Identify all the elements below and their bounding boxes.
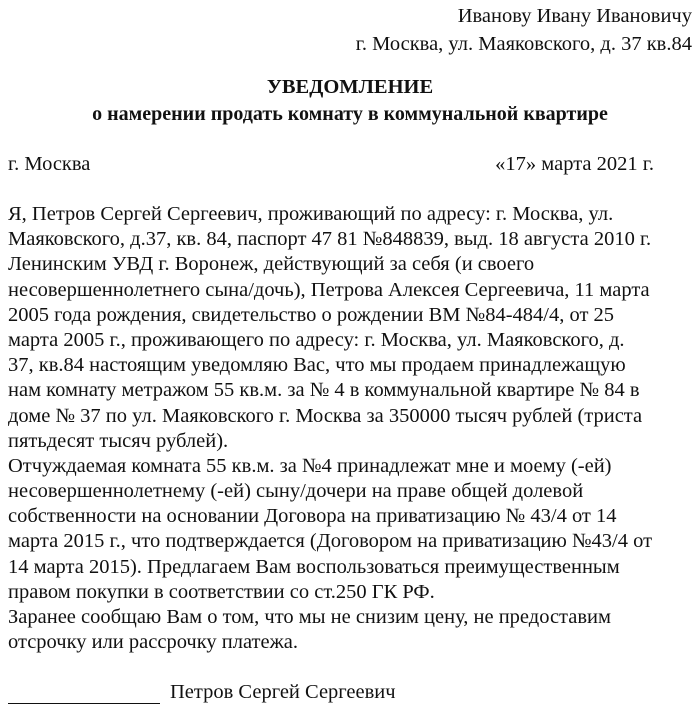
body-line: нам комнату метражом 55 кв.м. за № 4 в коммунальной квартире № 84 в [8, 379, 640, 402]
body-line: 14 марта 2015). Предлагаем Вам воспользоваться преимущественным [8, 555, 620, 578]
body-line: несовершеннолетнего сына/дочь), Петрова Алексея Сергеевича, 11 марта [8, 278, 650, 301]
body-line: несовершеннолетнему (-ей) сыну/дочери на праве общей долевой [8, 480, 584, 503]
document-subtitle: о намерении продать комнату в коммунальной квартире [92, 103, 608, 125]
recipient-address: г. Москва, ул. Маяковского, д. 37 кв.84 [355, 33, 692, 55]
body-line: Маяковского, д.37, кв. 84, паспорт 47 81 №848839, выд. 18 августа 2010 г. [8, 228, 652, 251]
body-line: марта 2015 г., что подтверждается (Договором на приватизацию №43/4 от [8, 530, 653, 553]
body-line: пятьдесят тысяч рублей). [8, 429, 229, 452]
place-date-row [8, 150, 654, 178]
document-title: УВЕДОМЛЕНИЕ [266, 76, 434, 98]
body-line: отсрочку или рассрочку платежа. [8, 631, 298, 654]
body-line: Заранее сообщаю Вам о том, что мы не снизим цену, не предоставим [8, 606, 611, 628]
body-line: 2005 года рождения, свидетельство о рождении ВМ №84-484/4, от 25 [8, 303, 615, 326]
body-line: доме № 37 по ул. Маяковского г. Москва за 350000 тысяч рублей (триста [8, 404, 643, 427]
body-line: собственности на основании Договора на приватизацию № 43/4 от 14 [8, 505, 617, 528]
body-line: правом покупки в соответствии со ст.250 ГК РФ. [8, 580, 435, 603]
body-line: Ленинским УВД г. Воронеж, действующий за себя (и своего [8, 253, 535, 276]
signature-block [8, 680, 396, 704]
body-line: 37, кв.84 настоящим уведомляю Вас, что мы продаем принадлежащую [8, 354, 626, 377]
recipient-name: Иванову Ивану Ивановичу [457, 5, 692, 27]
body-line: Я, Петров Сергей Сергеевич, проживающий по адресу: г. Москва, ул. [8, 203, 614, 225]
place: г. Москва [8, 153, 91, 175]
date: «17» марта 2021 г. [495, 153, 654, 175]
body-line: Отчуждаемая комната 55 кв.м. за №4 принадлежат мне и моему (-ей) [8, 454, 612, 477]
body-text [8, 202, 698, 655]
signature-line [8, 683, 160, 704]
recipient-block [356, 2, 692, 58]
signature-name: Петров Сергей Сергеевич [170, 681, 396, 703]
body-line: марта 2005 г., проживающего по адресу: г. Москва, ул. Маяковского, д. [8, 328, 625, 351]
